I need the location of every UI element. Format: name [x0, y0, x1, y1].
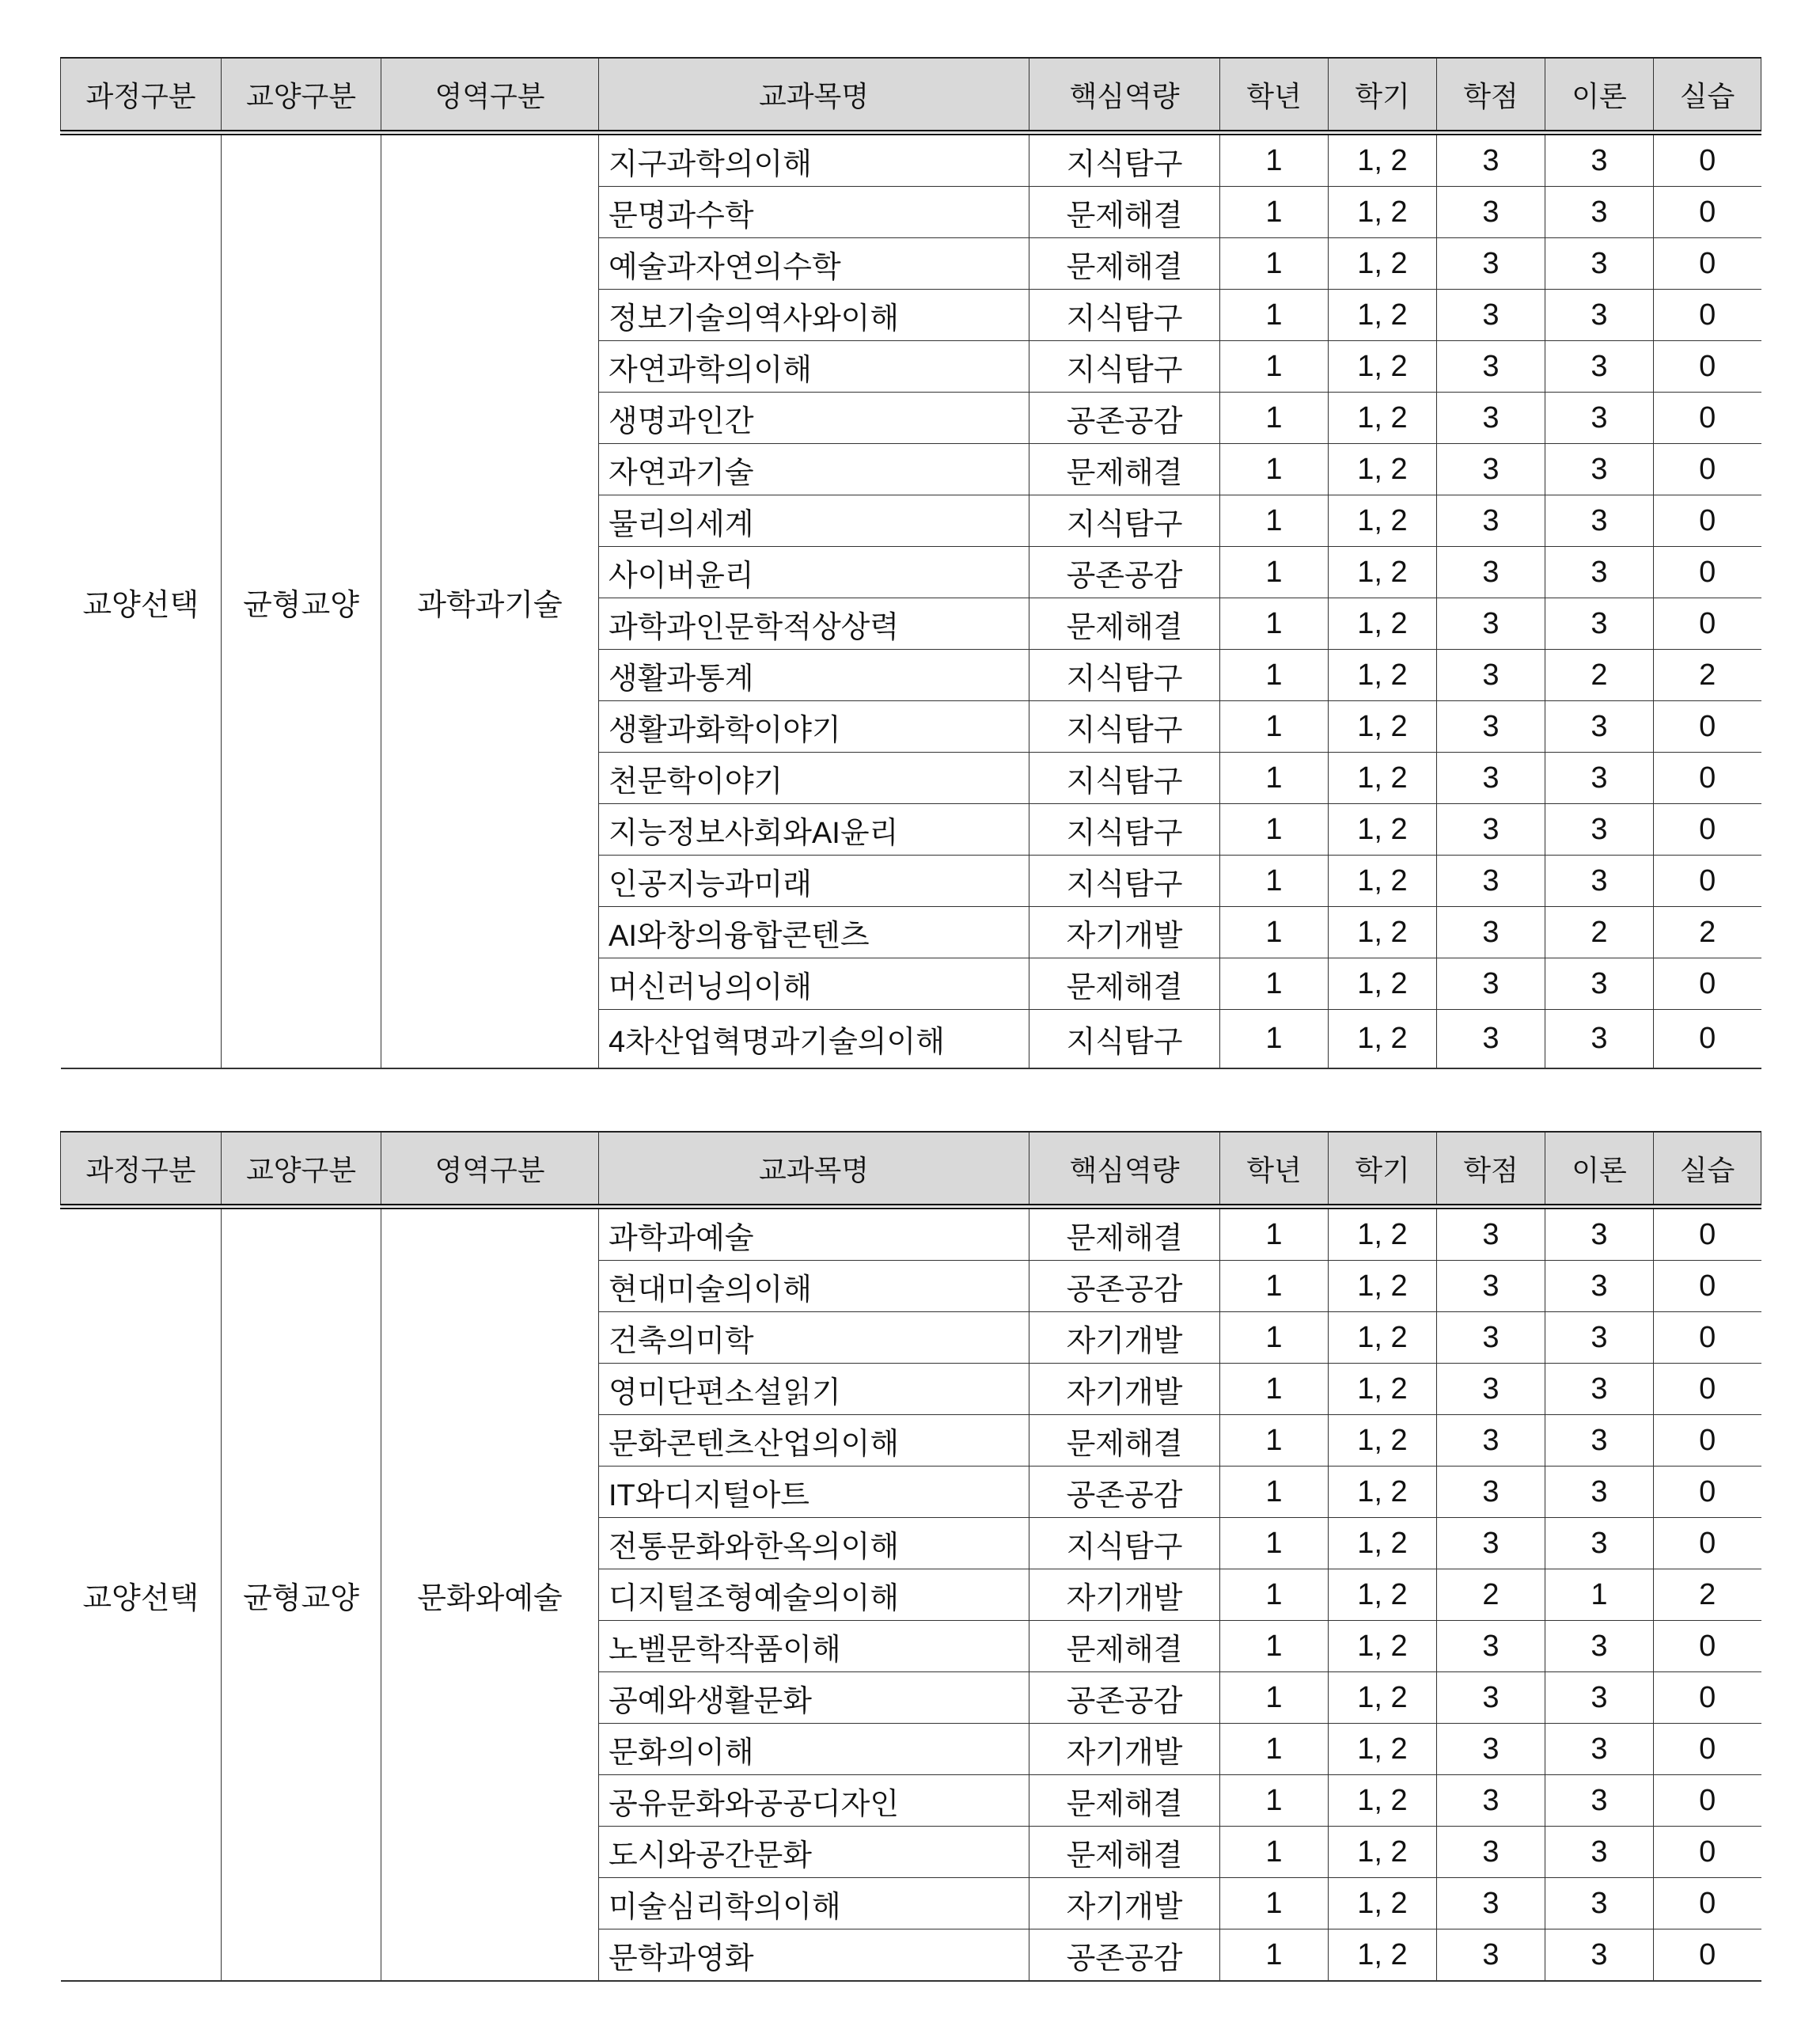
grade-cell: 1 — [1220, 1621, 1329, 1672]
competency-cell: 지식탐구 — [1029, 1010, 1220, 1069]
theory-cell: 3 — [1545, 1775, 1654, 1827]
competency-cell: 공존공감 — [1029, 1929, 1220, 1982]
grade-cell: 1 — [1220, 701, 1329, 753]
theory-cell: 3 — [1545, 393, 1654, 444]
column-header: 학점 — [1437, 58, 1545, 133]
competency-cell: 문제해결 — [1029, 187, 1220, 238]
credits-cell: 3 — [1437, 1261, 1545, 1312]
course-name-cell: 인공지능과미래 — [599, 856, 1029, 907]
semester-cell: 1, 2 — [1329, 598, 1437, 650]
semester-cell: 1, 2 — [1329, 290, 1437, 341]
competency-cell: 문제해결 — [1029, 1621, 1220, 1672]
grade-cell: 1 — [1220, 1261, 1329, 1312]
competency-cell: 지식탐구 — [1029, 701, 1220, 753]
theory-cell: 3 — [1545, 1827, 1654, 1878]
liberal-type-cell: 균형교양 — [222, 1207, 381, 1982]
semester-cell: 1, 2 — [1329, 393, 1437, 444]
competency-cell: 공존공감 — [1029, 547, 1220, 598]
course-name-cell: 생명과인간 — [599, 393, 1029, 444]
course-name-cell: 지구과학의이해 — [599, 133, 1029, 187]
practice-cell: 0 — [1654, 1518, 1761, 1569]
column-header: 교양구분 — [222, 58, 381, 133]
practice-cell: 0 — [1654, 187, 1761, 238]
practice-cell: 0 — [1654, 753, 1761, 804]
semester-cell: 1, 2 — [1329, 238, 1437, 290]
course-name-cell: 과학과예술 — [599, 1207, 1029, 1261]
course-name-cell: 생활과화학이야기 — [599, 701, 1029, 753]
grade-cell: 1 — [1220, 856, 1329, 907]
credits-cell: 3 — [1437, 753, 1545, 804]
practice-cell: 0 — [1654, 1929, 1761, 1982]
course-name-cell: 사이버윤리 — [599, 547, 1029, 598]
practice-cell: 0 — [1654, 495, 1761, 547]
credits-cell: 3 — [1437, 598, 1545, 650]
column-header: 영역구분 — [381, 58, 599, 133]
competency-cell: 지식탐구 — [1029, 804, 1220, 856]
credits-cell: 3 — [1437, 547, 1545, 598]
competency-cell: 문제해결 — [1029, 958, 1220, 1010]
practice-cell: 0 — [1654, 238, 1761, 290]
competency-cell: 자기개발 — [1029, 1364, 1220, 1415]
practice-cell: 0 — [1654, 701, 1761, 753]
credits-cell: 3 — [1437, 701, 1545, 753]
semester-cell: 1, 2 — [1329, 187, 1437, 238]
semester-cell: 1, 2 — [1329, 495, 1437, 547]
column-header: 핵심역량 — [1029, 58, 1220, 133]
course-name-cell: 자연과기술 — [599, 444, 1029, 495]
course-name-cell: 전통문화와한옥의이해 — [599, 1518, 1029, 1569]
credits-cell: 3 — [1437, 1672, 1545, 1724]
credits-cell: 3 — [1437, 958, 1545, 1010]
semester-cell: 1, 2 — [1329, 804, 1437, 856]
practice-cell: 0 — [1654, 393, 1761, 444]
course-name-cell: 생활과통계 — [599, 650, 1029, 701]
semester-cell: 1, 2 — [1329, 856, 1437, 907]
credits-cell: 3 — [1437, 133, 1545, 187]
practice-cell: 0 — [1654, 1827, 1761, 1878]
semester-cell: 1, 2 — [1329, 1312, 1437, 1364]
grade-cell: 1 — [1220, 1364, 1329, 1415]
column-header: 이론 — [1545, 58, 1654, 133]
theory-cell: 3 — [1545, 547, 1654, 598]
theory-cell: 3 — [1545, 187, 1654, 238]
course-name-cell: IT와디지털아트 — [599, 1467, 1029, 1518]
area-cell: 과학과기술 — [381, 133, 599, 1069]
course-name-cell: 도시와공간문화 — [599, 1827, 1029, 1878]
credits-cell: 3 — [1437, 1010, 1545, 1069]
credits-cell: 3 — [1437, 1207, 1545, 1261]
practice-cell: 0 — [1654, 958, 1761, 1010]
competency-cell: 문제해결 — [1029, 1415, 1220, 1467]
semester-cell: 1, 2 — [1329, 1207, 1437, 1261]
competency-cell: 지식탐구 — [1029, 495, 1220, 547]
competency-cell: 자기개발 — [1029, 907, 1220, 958]
competency-cell: 문제해결 — [1029, 1827, 1220, 1878]
grade-cell: 1 — [1220, 804, 1329, 856]
theory-cell: 3 — [1545, 238, 1654, 290]
practice-cell: 0 — [1654, 856, 1761, 907]
semester-cell: 1, 2 — [1329, 1569, 1437, 1621]
column-header: 과정구분 — [61, 58, 222, 133]
theory-cell: 3 — [1545, 1929, 1654, 1982]
practice-cell: 0 — [1654, 1364, 1761, 1415]
competency-cell: 지식탐구 — [1029, 1518, 1220, 1569]
grade-cell: 1 — [1220, 1518, 1329, 1569]
practice-cell: 0 — [1654, 444, 1761, 495]
grade-cell: 1 — [1220, 1775, 1329, 1827]
area-cell: 문화와예술 — [381, 1207, 599, 1982]
theory-cell: 3 — [1545, 1261, 1654, 1312]
grade-cell: 1 — [1220, 958, 1329, 1010]
competency-cell: 지식탐구 — [1029, 650, 1220, 701]
course-type-cell: 교양선택 — [61, 133, 222, 1069]
competency-cell: 문제해결 — [1029, 444, 1220, 495]
practice-cell: 2 — [1654, 650, 1761, 701]
column-header: 이론 — [1545, 1132, 1654, 1207]
theory-cell: 3 — [1545, 598, 1654, 650]
semester-cell: 1, 2 — [1329, 1415, 1437, 1467]
column-header: 학년 — [1220, 58, 1329, 133]
grade-cell: 1 — [1220, 650, 1329, 701]
semester-cell: 1, 2 — [1329, 1724, 1437, 1775]
grade-cell: 1 — [1220, 1929, 1329, 1982]
semester-cell: 1, 2 — [1329, 1672, 1437, 1724]
credits-cell: 3 — [1437, 444, 1545, 495]
credits-cell: 3 — [1437, 1878, 1545, 1929]
grade-cell: 1 — [1220, 187, 1329, 238]
semester-cell: 1, 2 — [1329, 753, 1437, 804]
theory-cell: 3 — [1545, 133, 1654, 187]
semester-cell: 1, 2 — [1329, 341, 1437, 393]
column-header: 교과목명 — [599, 1132, 1029, 1207]
course-name-cell: 디지털조형예술의이해 — [599, 1569, 1029, 1621]
competency-cell: 지식탐구 — [1029, 290, 1220, 341]
column-header: 학점 — [1437, 1132, 1545, 1207]
grade-cell: 1 — [1220, 1010, 1329, 1069]
grade-cell: 1 — [1220, 598, 1329, 650]
course-name-cell: 문화의이해 — [599, 1724, 1029, 1775]
grade-cell: 1 — [1220, 1672, 1329, 1724]
semester-cell: 1, 2 — [1329, 1261, 1437, 1312]
curriculum-table-science — [60, 57, 1761, 1069]
grade-cell: 1 — [1220, 1827, 1329, 1878]
credits-cell: 3 — [1437, 1518, 1545, 1569]
theory-cell: 3 — [1545, 1621, 1654, 1672]
column-header: 영역구분 — [381, 1132, 599, 1207]
theory-cell: 3 — [1545, 1467, 1654, 1518]
practice-cell: 0 — [1654, 1775, 1761, 1827]
course-name-cell: 현대미술의이해 — [599, 1261, 1029, 1312]
competency-cell: 지식탐구 — [1029, 341, 1220, 393]
course-name-cell: 문명과수학 — [599, 187, 1029, 238]
grade-cell: 1 — [1220, 547, 1329, 598]
semester-cell: 1, 2 — [1329, 1929, 1437, 1982]
course-name-cell: 머신러닝의이해 — [599, 958, 1029, 1010]
credits-cell: 3 — [1437, 1312, 1545, 1364]
semester-cell: 1, 2 — [1329, 958, 1437, 1010]
course-name-cell: 물리의세계 — [599, 495, 1029, 547]
column-header: 실습 — [1654, 58, 1761, 133]
credits-cell: 3 — [1437, 238, 1545, 290]
competency-cell: 공존공감 — [1029, 393, 1220, 444]
course-name-cell: 노벨문학작품이해 — [599, 1621, 1029, 1672]
theory-cell: 3 — [1545, 804, 1654, 856]
course-name-cell: 지능정보사회와AI윤리 — [599, 804, 1029, 856]
grade-cell: 1 — [1220, 238, 1329, 290]
course-name-cell: 문화콘텐츠산업의이해 — [599, 1415, 1029, 1467]
grade-cell: 1 — [1220, 1467, 1329, 1518]
semester-cell: 1, 2 — [1329, 133, 1437, 187]
course-name-cell: 영미단편소설읽기 — [599, 1364, 1029, 1415]
semester-cell: 1, 2 — [1329, 1827, 1437, 1878]
practice-cell: 0 — [1654, 1672, 1761, 1724]
competency-cell: 지식탐구 — [1029, 133, 1220, 187]
practice-cell: 0 — [1654, 1261, 1761, 1312]
course-type-cell: 교양선택 — [61, 1207, 222, 1982]
theory-cell: 3 — [1545, 1010, 1654, 1069]
course-name-cell: 공예와생활문화 — [599, 1672, 1029, 1724]
practice-cell: 0 — [1654, 804, 1761, 856]
theory-cell: 3 — [1545, 1672, 1654, 1724]
practice-cell: 0 — [1654, 547, 1761, 598]
semester-cell: 1, 2 — [1329, 650, 1437, 701]
course-name-cell: 공유문화와공공디자인 — [599, 1775, 1029, 1827]
semester-cell: 1, 2 — [1329, 907, 1437, 958]
theory-cell: 3 — [1545, 856, 1654, 907]
theory-cell: 3 — [1545, 701, 1654, 753]
header-row — [61, 1132, 1761, 1207]
credits-cell: 3 — [1437, 495, 1545, 547]
semester-cell: 1, 2 — [1329, 1467, 1437, 1518]
credits-cell: 3 — [1437, 1621, 1545, 1672]
semester-cell: 1, 2 — [1329, 547, 1437, 598]
competency-cell: 지식탐구 — [1029, 856, 1220, 907]
course-name-cell: 건축의미학 — [599, 1312, 1029, 1364]
course-name-cell: 자연과학의이해 — [599, 341, 1029, 393]
semester-cell: 1, 2 — [1329, 701, 1437, 753]
competency-cell: 문제해결 — [1029, 598, 1220, 650]
competency-cell: 공존공감 — [1029, 1672, 1220, 1724]
competency-cell: 자기개발 — [1029, 1569, 1220, 1621]
credits-cell: 3 — [1437, 856, 1545, 907]
grade-cell: 1 — [1220, 133, 1329, 187]
competency-cell: 문제해결 — [1029, 238, 1220, 290]
grade-cell: 1 — [1220, 393, 1329, 444]
theory-cell: 3 — [1545, 1878, 1654, 1929]
column-header: 학기 — [1329, 58, 1437, 133]
liberal-type-cell: 균형교양 — [222, 133, 381, 1069]
practice-cell: 0 — [1654, 133, 1761, 187]
competency-cell: 지식탐구 — [1029, 753, 1220, 804]
grade-cell: 1 — [1220, 1569, 1329, 1621]
practice-cell: 0 — [1654, 1878, 1761, 1929]
credits-cell: 2 — [1437, 1569, 1545, 1621]
grade-cell: 1 — [1220, 1415, 1329, 1467]
credits-cell: 3 — [1437, 650, 1545, 701]
competency-cell: 공존공감 — [1029, 1467, 1220, 1518]
theory-cell: 3 — [1545, 1724, 1654, 1775]
competency-cell: 자기개발 — [1029, 1312, 1220, 1364]
credits-cell: 3 — [1437, 341, 1545, 393]
grade-cell: 1 — [1220, 1312, 1329, 1364]
theory-cell: 3 — [1545, 1207, 1654, 1261]
course-name-cell: 4차산업혁명과기술의이해 — [599, 1010, 1029, 1069]
practice-cell: 0 — [1654, 1724, 1761, 1775]
table-row — [61, 1207, 1761, 1261]
grade-cell: 1 — [1220, 495, 1329, 547]
practice-cell: 0 — [1654, 1415, 1761, 1467]
practice-cell: 2 — [1654, 1569, 1761, 1621]
grade-cell: 1 — [1220, 1724, 1329, 1775]
theory-cell: 2 — [1545, 907, 1654, 958]
credits-cell: 3 — [1437, 393, 1545, 444]
grade-cell: 1 — [1220, 341, 1329, 393]
practice-cell: 0 — [1654, 1010, 1761, 1069]
grade-cell: 1 — [1220, 907, 1329, 958]
column-header: 교양구분 — [222, 1132, 381, 1207]
column-header: 학기 — [1329, 1132, 1437, 1207]
theory-cell: 3 — [1545, 1364, 1654, 1415]
column-header: 학년 — [1220, 1132, 1329, 1207]
theory-cell: 3 — [1545, 1415, 1654, 1467]
credits-cell: 3 — [1437, 290, 1545, 341]
practice-cell: 0 — [1654, 598, 1761, 650]
grade-cell: 1 — [1220, 444, 1329, 495]
competency-cell: 문제해결 — [1029, 1207, 1220, 1261]
credits-cell: 3 — [1437, 1929, 1545, 1982]
practice-cell: 0 — [1654, 1312, 1761, 1364]
theory-cell: 3 — [1545, 444, 1654, 495]
theory-cell: 3 — [1545, 753, 1654, 804]
practice-cell: 0 — [1654, 341, 1761, 393]
credits-cell: 3 — [1437, 187, 1545, 238]
semester-cell: 1, 2 — [1329, 444, 1437, 495]
semester-cell: 1, 2 — [1329, 1364, 1437, 1415]
grade-cell: 1 — [1220, 1878, 1329, 1929]
grade-cell: 1 — [1220, 290, 1329, 341]
credits-cell: 3 — [1437, 1364, 1545, 1415]
theory-cell: 3 — [1545, 958, 1654, 1010]
table-row — [61, 133, 1761, 187]
theory-cell: 3 — [1545, 1518, 1654, 1569]
grade-cell: 1 — [1220, 1207, 1329, 1261]
theory-cell: 3 — [1545, 290, 1654, 341]
semester-cell: 1, 2 — [1329, 1621, 1437, 1672]
practice-cell: 0 — [1654, 1207, 1761, 1261]
course-name-cell: 예술과자연의수학 — [599, 238, 1029, 290]
competency-cell: 자기개발 — [1029, 1724, 1220, 1775]
practice-cell: 0 — [1654, 290, 1761, 341]
theory-cell: 3 — [1545, 341, 1654, 393]
competency-cell: 공존공감 — [1029, 1261, 1220, 1312]
course-name-cell: 천문학이야기 — [599, 753, 1029, 804]
credits-cell: 3 — [1437, 1415, 1545, 1467]
credits-cell: 3 — [1437, 804, 1545, 856]
practice-cell: 2 — [1654, 907, 1761, 958]
column-header: 실습 — [1654, 1132, 1761, 1207]
semester-cell: 1, 2 — [1329, 1775, 1437, 1827]
course-name-cell: AI와창의융합콘텐츠 — [599, 907, 1029, 958]
theory-cell: 3 — [1545, 1312, 1654, 1364]
credits-cell: 3 — [1437, 1775, 1545, 1827]
semester-cell: 1, 2 — [1329, 1878, 1437, 1929]
credits-cell: 3 — [1437, 1724, 1545, 1775]
theory-cell: 2 — [1545, 650, 1654, 701]
column-header: 핵심역량 — [1029, 1132, 1220, 1207]
course-name-cell: 정보기술의역사와이해 — [599, 290, 1029, 341]
header-row — [61, 58, 1761, 133]
theory-cell: 3 — [1545, 495, 1654, 547]
competency-cell: 문제해결 — [1029, 1775, 1220, 1827]
course-name-cell: 미술심리학의이해 — [599, 1878, 1029, 1929]
theory-cell: 1 — [1545, 1569, 1654, 1621]
curriculum-table-culture — [60, 1131, 1761, 1982]
course-name-cell: 과학과인문학적상상력 — [599, 598, 1029, 650]
practice-cell: 0 — [1654, 1621, 1761, 1672]
semester-cell: 1, 2 — [1329, 1518, 1437, 1569]
column-header: 교과목명 — [599, 58, 1029, 133]
credits-cell: 3 — [1437, 1467, 1545, 1518]
credits-cell: 3 — [1437, 1827, 1545, 1878]
course-name-cell: 문학과영화 — [599, 1929, 1029, 1982]
column-header: 과정구분 — [61, 1132, 222, 1207]
practice-cell: 0 — [1654, 1467, 1761, 1518]
semester-cell: 1, 2 — [1329, 1010, 1437, 1069]
grade-cell: 1 — [1220, 753, 1329, 804]
competency-cell: 자기개발 — [1029, 1878, 1220, 1929]
credits-cell: 3 — [1437, 907, 1545, 958]
